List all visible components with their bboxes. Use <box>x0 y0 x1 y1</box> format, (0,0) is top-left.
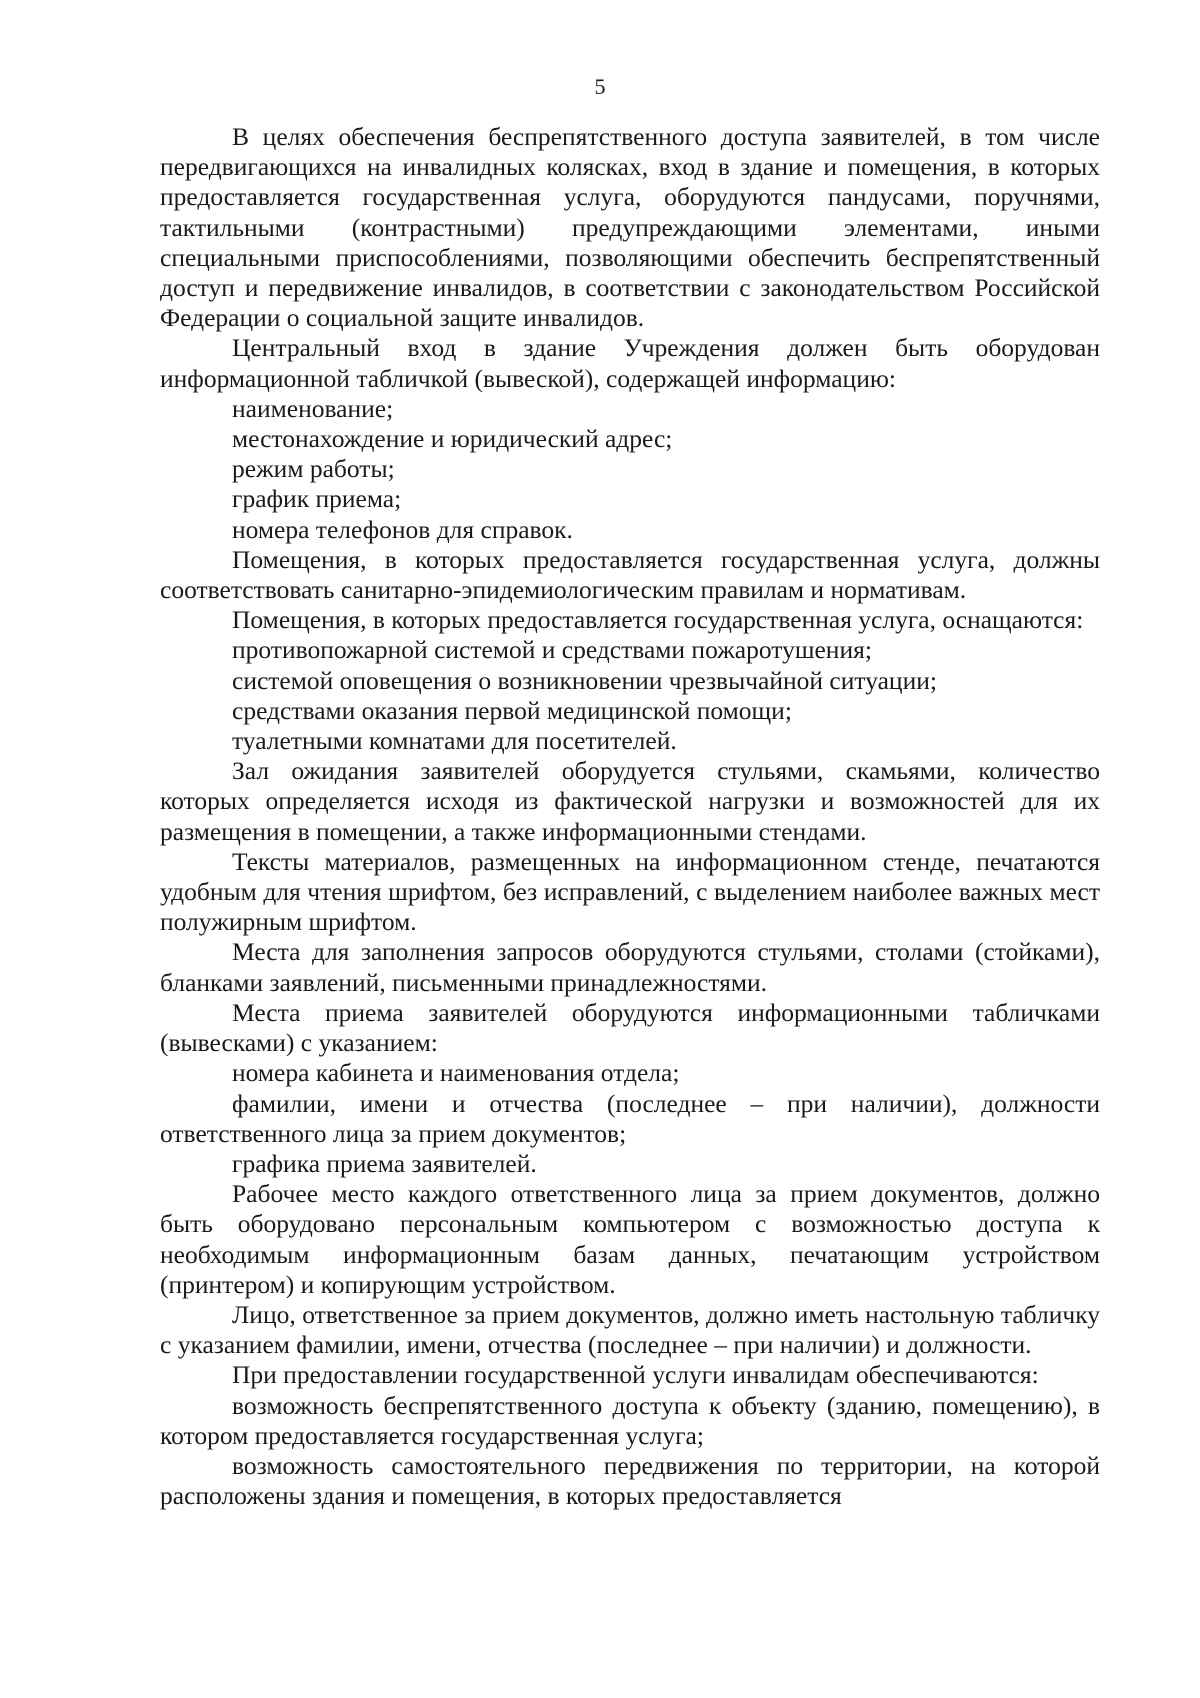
paragraph-disabled-provisions: При предоставлении государственной услуги инвалидам обеспечиваются: <box>232 1360 1039 1390</box>
list-item: режим работы; <box>232 454 395 484</box>
list-item: номера телефонов для справок. <box>232 514 573 544</box>
list-item: возможность беспрепятственного доступа к объекту (зданию, помещению), в котором предоставляется государственная услуга; <box>160 1390 1100 1450</box>
paragraph-central-entrance: Центральный вход в здание Учреждения должен быть оборудован информационной табличкой (вывеской), содержащей информацию: <box>160 333 1100 393</box>
paragraph-desk-sign: Лицо, ответственное за прием документов, должно иметь настольную табличку с указанием фамилии, имени, отчества (последнее – при наличии) и должности. <box>160 1299 1100 1360</box>
list-item: фамилии, имени и отчества (последнее – при наличии), должности ответственного лица за прием документов; <box>160 1088 1100 1148</box>
paragraph-workplace: Рабочее место каждого ответственного лица за прием документов, должно быть оборудовано персональным компьютером с возможностью доступа к необходимым информационным базам данных, печатающим устройством (принтером) и копирующим устройством. <box>160 1179 1100 1299</box>
list-item: средствами оказания первой медицинской помощи; <box>232 695 792 725</box>
list-item: номера кабинета и наименования отдела; <box>232 1058 680 1088</box>
paragraph-info-stand-texts: Тексты материалов, размещенных на информационном стенде, печатаются удобным для чтения шрифтом, без исправлений, с выделением наиболее важных мест полужирным шрифтом. <box>160 846 1100 937</box>
paragraph-reception-places: Места приема заявителей оборудуются информационными табличками (вывесками) с указанием: <box>160 997 1100 1058</box>
paragraph-accessibility-intro: В целях обеспечения беспрепятственного доступа заявителей, в том числе передвигающихся на инвалидных колясках, вход в здание и помещения, в которых предоставляется государственная услуга, оборудуются пандусами, поручнями, тактильными (контрастными) предупреждающими элементами, иными специальными приспособлениями, позволяющими обеспечить беспрепятственный доступ и передвижение инвалидов, в соответствии с законодательством Российской Федерации о социальной защите инвалидов. <box>160 122 1100 333</box>
document-body <box>160 122 1100 1511</box>
list-item: противопожарной системой и средствами пожаротушения; <box>232 635 872 665</box>
list-item: графика приема заявителей. <box>232 1148 537 1178</box>
page-number: 5 <box>594 74 606 99</box>
paragraph-waiting-hall: Зал ожидания заявителей оборудуется стульями, скамьями, количество которых определяется исходя из фактической нагрузки и возможностей для их размещения в помещении, а также информационными стендами. <box>160 756 1100 846</box>
list-item: возможность самостоятельного передвижения по территории, на которой расположены здания и помещения, в которых предоставляется <box>160 1450 1100 1511</box>
list-item: туалетными комнатами для посетителей. <box>232 726 677 756</box>
list-item: системой оповещения о возникновении чрезвычайной ситуации; <box>232 665 937 695</box>
list-item: местонахождение и юридический адрес; <box>232 424 673 454</box>
list-item: график приема; <box>232 484 402 514</box>
paragraph-request-places: Места для заполнения запросов оборудуются стульями, столами (стойками), бланками заявлений, письменными принадлежностями. <box>160 937 1100 997</box>
paragraph-premises-equipment: Помещения, в которых предоставляется государственная услуга, оснащаются: <box>232 605 1084 635</box>
paragraph-sanitary-rules: Помещения, в которых предоставляется государственная услуга, должны соответствовать санитарно-эпидемиологическим правилам и нормативам. <box>160 544 1100 605</box>
list-item: наименование; <box>232 393 394 423</box>
